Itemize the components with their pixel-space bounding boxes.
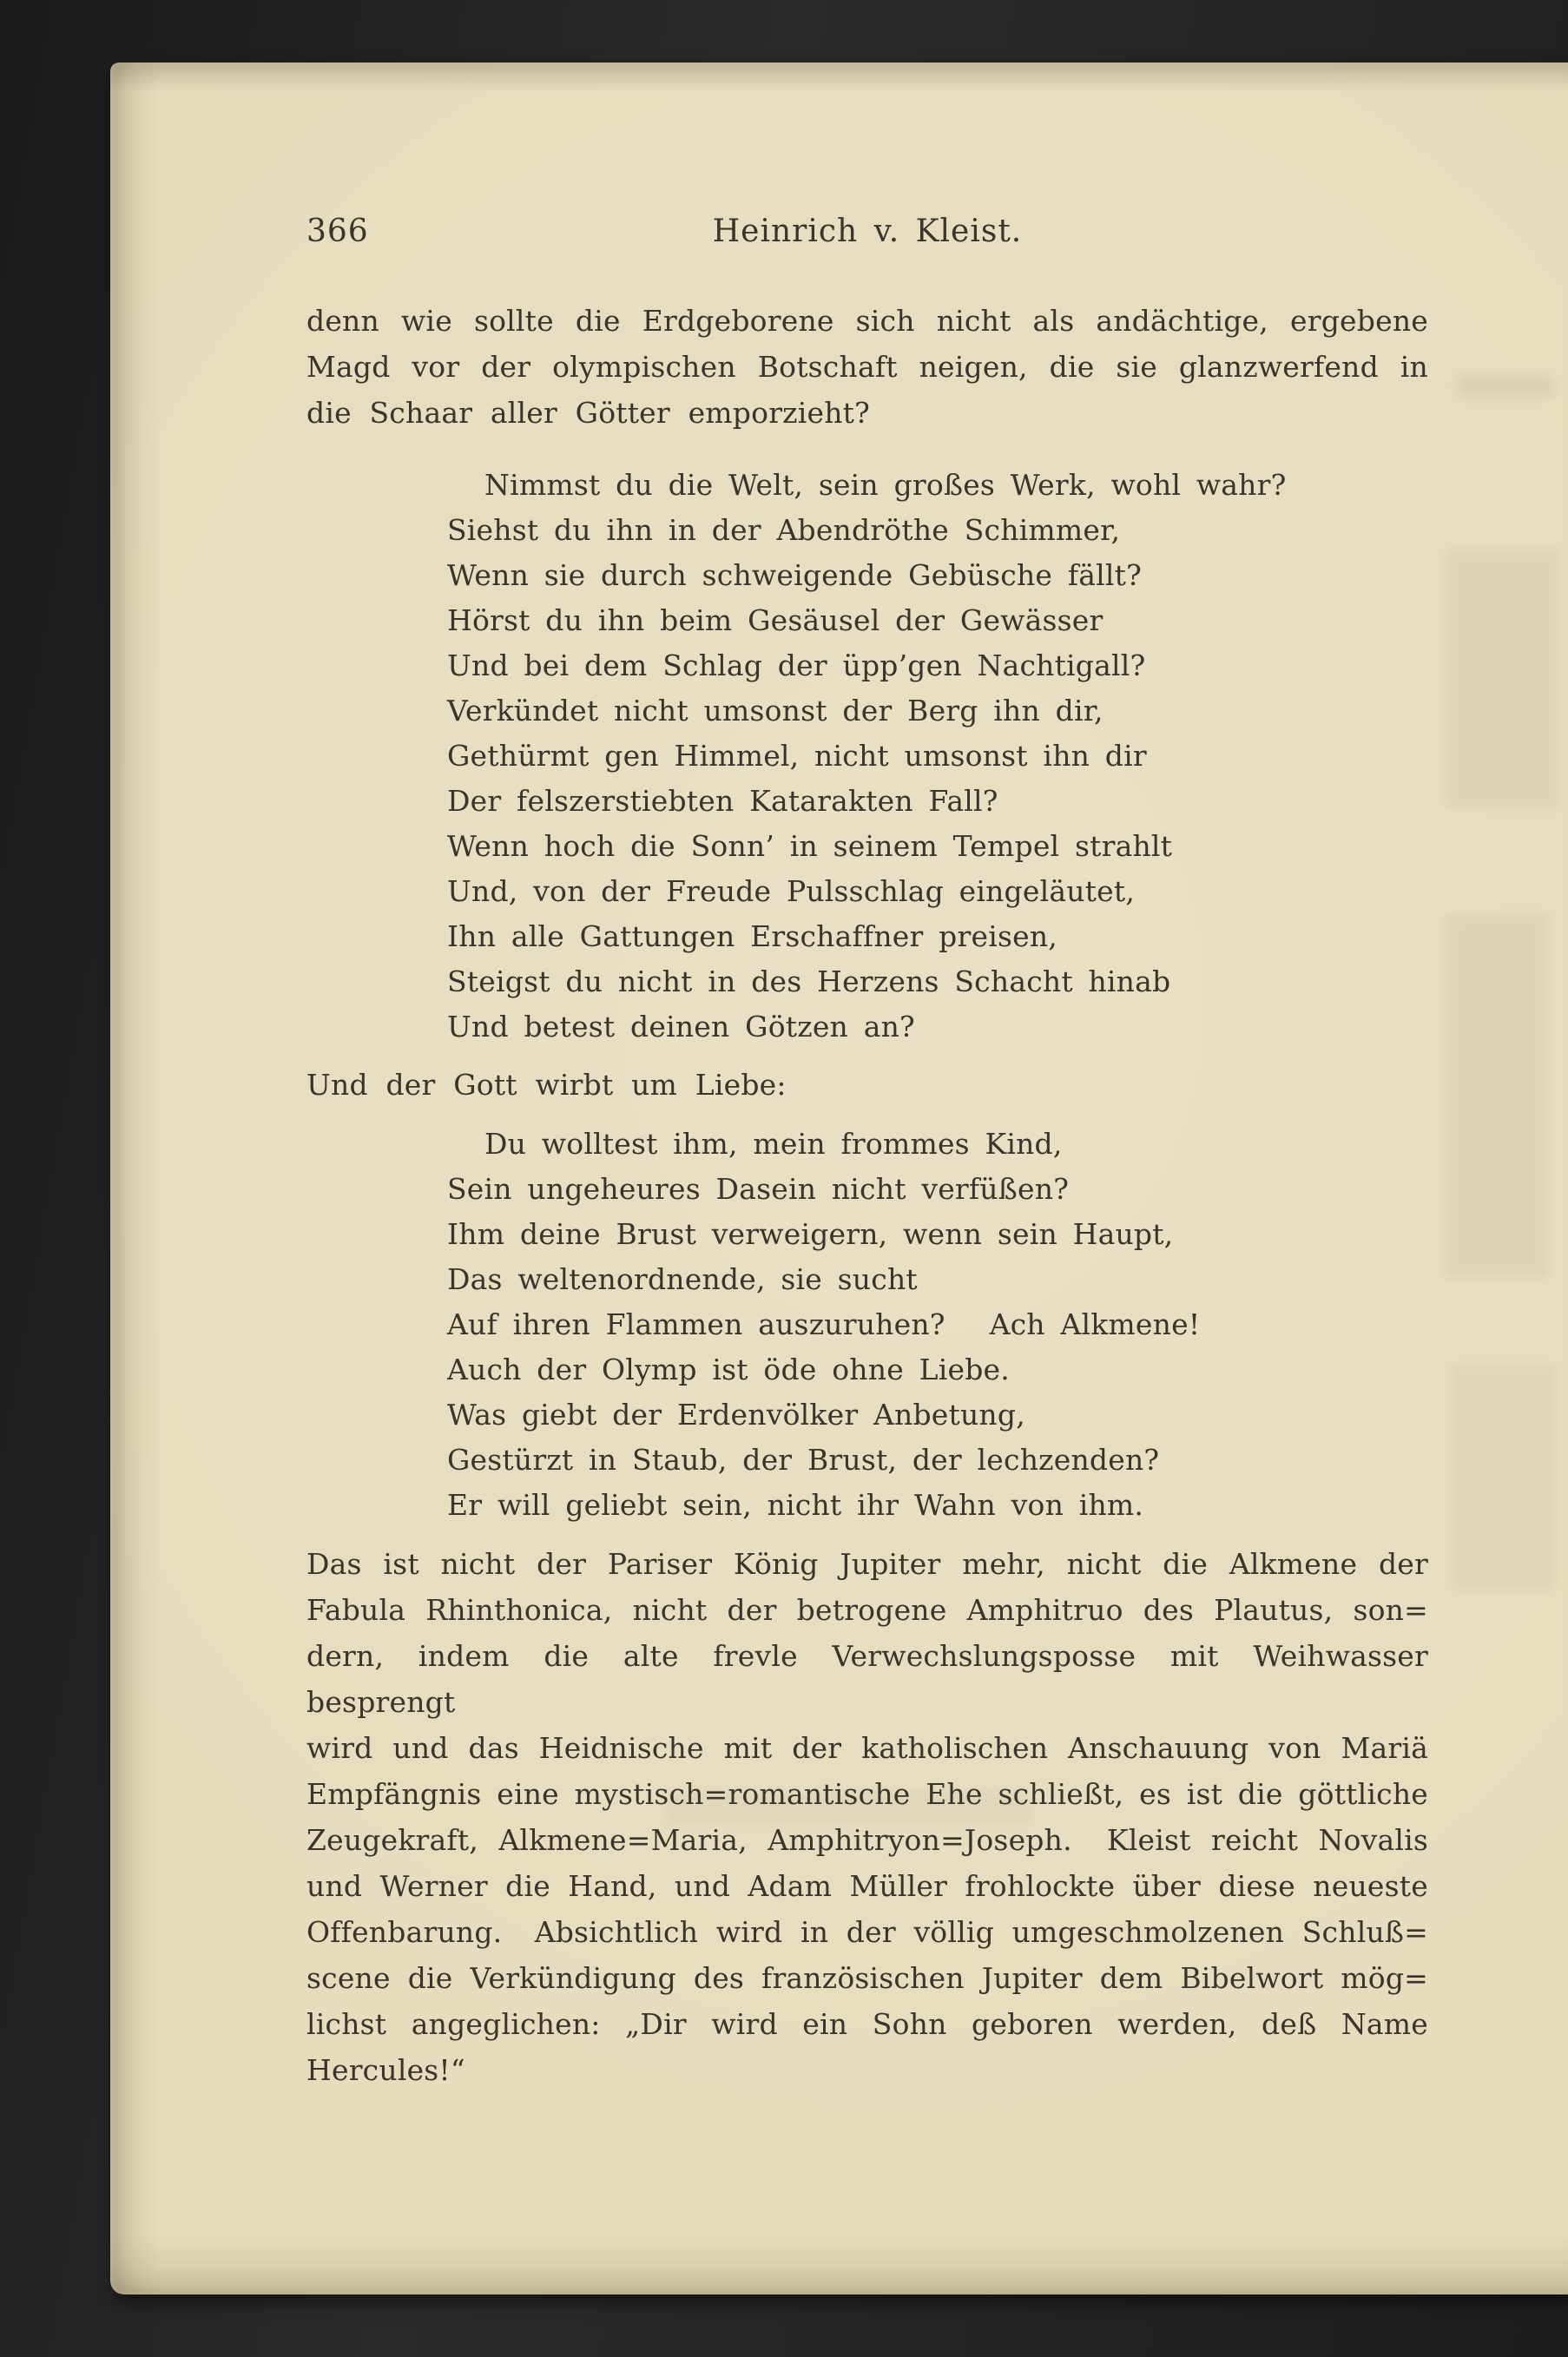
book-page [110, 63, 1568, 2294]
verse-line: Auf ihren Flammen auszuruhen? Ach Alkmene! [447, 1307, 1201, 1341]
verse-line: Und betest deinen Götzen an? [447, 1010, 915, 1044]
text-column [306, 208, 1428, 2093]
verse-line: Steigst du nicht in des Herzens Schacht hinab [447, 965, 1171, 998]
verse-line: Und, von der Freude Pulsschlag eingeläutet, [447, 874, 1136, 908]
show-through-smudge [1446, 549, 1559, 809]
verse-line: Gestürzt in Staub, der Brust, der lechzenden? [447, 1443, 1160, 1477]
prose-line: wird und das Heidnische mit der katholischen Anschauung von Mariä [306, 1731, 1428, 1765]
show-through-smudge [1452, 1365, 1556, 1590]
prose-line: Hercules!“ [306, 2053, 465, 2087]
verse-line: Du wolltest ihm, mein frommes Kind, [484, 1127, 1063, 1161]
prose-line: die Schaar aller Götter emporzieht? [306, 396, 871, 430]
running-title: Heinrich v. Kleist. [712, 214, 1023, 249]
prose-line: Zeugekraft, Alkmene=Maria, Amphitryon=Joseph. Kleist reicht Novalis [306, 1823, 1428, 1857]
prose-line: dern, indem die alte frevle Verwechslungsposse mit Weihwasser besprengt [306, 1639, 1428, 1719]
verse-line: Was giebt der Erdenvölker Anbetung, [447, 1398, 1025, 1432]
page-number: 366 [306, 214, 369, 249]
verse-line: Nimmst du die Welt, sein großes Werk, wohl wahr? [484, 468, 1287, 502]
prose-line: Das ist nicht der Pariser König Jupiter mehr, nicht die Alkmene der [306, 1547, 1428, 1581]
paragraph-2 [306, 1541, 1428, 2093]
paragraph-1 [306, 298, 1428, 436]
verse-line: Gethürmt gen Himmel, nicht umsonst ihn dir [447, 739, 1147, 773]
prose-line: Und der Gott wirbt um Liebe: [306, 1068, 787, 1102]
verse-line: Ihn alle Gattungen Erschaffner preisen, [447, 919, 1057, 953]
verse-line: Auch der Olymp ist öde ohne Liebe. [447, 1353, 1010, 1386]
prose-line: Empfängnis eine mystisch=romantische Ehe schließt, es ist die göttliche [306, 1777, 1428, 1811]
verse-line: Sein ungeheures Dasein nicht verfüßen? [447, 1172, 1070, 1206]
verse-line: Und bei dem Schlag der üpp’gen Nachtigall? [447, 649, 1146, 682]
poem-2 [306, 1122, 1428, 1528]
verse-line: Hörst du ihn beim Gesäusel der Gewässer [447, 603, 1104, 637]
interlude [306, 1062, 1428, 1108]
prose-line: Magd vor der olympischen Botschaft neigen, die sie glanzwerfend in [306, 350, 1428, 384]
verse-line: Er will geliebt sein, nicht ihr Wahn von ihm. [447, 1488, 1144, 1522]
prose-line: denn wie sollte die Erdgeborene sich nicht als andächtige, ergebene [306, 304, 1428, 338]
verse-line: Der felszerstiebten Katarakten Fall? [447, 784, 998, 818]
verse-line: Wenn sie durch schweigende Gebüsche fällt? [447, 558, 1142, 592]
verse-line: Wenn hoch die Sonn’ in seinem Tempel strahlt [447, 829, 1173, 863]
prose-line: Fabula Rhinthonica, nicht der betrogene Amphitruo des Plautus, son= [306, 1593, 1428, 1627]
verse-line: Ihm deine Brust verweigern, wenn sein Haupt, [447, 1217, 1174, 1251]
show-through-smudge [1457, 375, 1552, 398]
poem-1 [306, 463, 1428, 1050]
show-through-smudge [1445, 913, 1549, 1278]
verse-line: Das weltenordnende, sie sucht [447, 1262, 918, 1296]
prose-line: lichst angeglichen: „Dir wird ein Sohn geboren werden, deß Name [306, 2007, 1428, 2041]
prose-line: Offenbarung. Absichtlich wird in der völlig umgeschmolzenen Schluß= [306, 1915, 1428, 1949]
verse-line: Siehst du ihn in der Abendröthe Schimmer, [447, 513, 1121, 547]
page-header [306, 208, 1428, 254]
prose-line: und Werner die Hand, und Adam Müller frohlockte über diese neueste [306, 1869, 1428, 1903]
verse-line: Verkündet nicht umsonst der Berg ihn dir, [447, 694, 1104, 728]
prose-line: scene die Verkündigung des französischen Jupiter dem Bibelwort mög= [306, 1961, 1428, 1995]
